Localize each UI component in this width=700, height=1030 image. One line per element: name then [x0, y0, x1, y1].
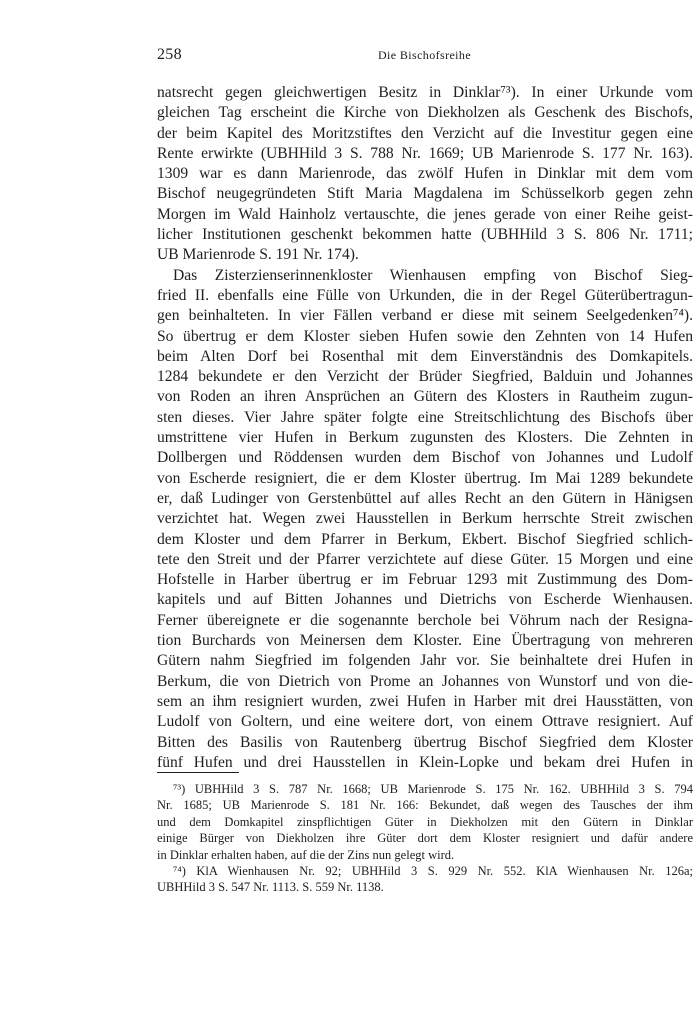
footnote-line: Nr. 1685; UB Marienrode S. 181 Nr. 166: Bekundet, daß wegen des Tausches der ihm [157, 798, 693, 813]
footnote-line: in Dinklar erhalten haben, auf die der Zins nun gelegt wird. [157, 847, 455, 862]
body-line: Das Zisterzienserinnenkloster Wienhausen empfing von Bischof Sieg- [173, 266, 693, 284]
body-line: Bischof neugegründeten Stift Maria Magdalena im Schüsselkorb gegen zehn [157, 185, 693, 203]
body-line: gleichen Tag erscheint die Kirche von Diekholzen als Geschenk des Bischofs, [157, 104, 693, 122]
body-line: von Roden an ihren Ansprüchen an Gütern des Klosters in Rautheim zugun- [157, 388, 693, 406]
body-text [157, 83, 693, 773]
body-line: er, daß Ludinger von Gerstenbüttel auf alles Recht an den Gütern in Hänigsen [157, 489, 693, 507]
body-line: dem Kloster und dem Pfarrer in Berkum, Ekbert. Bischof Siegfried schlich- [157, 530, 693, 548]
body-line: der beim Kapitel des Moritzstiftes den Verzicht auf die Investitur gegen eine [157, 124, 693, 142]
body-line: Rente erwirkte (UBHHild 3 S. 788 Nr. 1669; UB Marienrode S. 177 Nr. 163). [157, 144, 693, 162]
page-header [157, 46, 692, 68]
body-line: Ludolf von Goltern, und eine weitere dort, von einem Ottrave resigniert. Auf [157, 713, 693, 731]
body-line: fried II. ebenfalls eine Fülle von Urkunden, die in der Regel Güterübertragun- [157, 286, 693, 304]
body-line: tion Burchards von Meinersen dem Kloster. Eine Übertragung von mehreren [157, 632, 693, 650]
body-line: tete den Streit und der Pfarrer verzichtete auf diese Güter. 15 Morgen und eine [157, 550, 693, 568]
footnote-line: UBHHild 3 S. 547 Nr. 1113. S. 559 Nr. 1138. [157, 880, 384, 895]
footnote-separator [157, 772, 239, 773]
body-line: umstrittene vier Hufen in Berkum zugunsten des Klosters. Die Zehnten in [157, 429, 693, 447]
body-line: natsrecht gegen gleichwertigen Besitz in Dinklar⁷³). In einer Urkunde vom [157, 84, 693, 101]
body-line: Hofstelle in Harber übertrug er im Februar 1293 mit Zustimmung des Dom- [157, 571, 693, 589]
body-line: sten dieses. Vier Jahre später folgte eine Streitschlichtung des Bischofs über [157, 408, 693, 426]
body-line: von Escherde resigniert, die er dem Kloster übertrug. Im Mai 1289 bekundete [157, 469, 693, 487]
body-line: licher Institutionen geschenkt bekommen hatte (UBHHild 3 S. 806 Nr. 1711; [157, 226, 693, 244]
body-line: Gütern nahm Siegfried im folgenden Jahr vor. Sie beinhaltete drei Hufen in [157, 652, 693, 670]
body-line: 1309 war es dann Marienrode, das zwölf Hufen in Dinklar mit dem vom [157, 165, 693, 183]
running-head: Die Bischofsreihe [377, 48, 472, 62]
body-line: Berkum, die von Dietrich von Prome an Johannes von Wunstorf und von die- [157, 672, 693, 690]
footnote-line: ⁷³) UBHHild 3 S. 787 Nr. 1668; UB Marienrode S. 175 Nr. 162. UBHHild 3 S. 794 [173, 782, 693, 796]
footnote-line: einige Bürger von Diekholzen ihre Güter dort dem Kloster resigniert und dafür andere [157, 831, 693, 846]
body-line: fünf Hufen und drei Hausstellen in Klein-Lopke und bekam drei Hufen in [157, 753, 693, 771]
body-line: kapitels und auf Bitten Johannes und Dietrichs von Escherde Wienhausen. [157, 591, 693, 609]
footnote-line: ⁷⁴) KlA Wienhausen Nr. 92; UBHHild 3 S. 929 Nr. 552. KlA Wienhausen Nr. 126a; [173, 863, 693, 878]
body-line: Morgen im Wald Hainholz vertauschte, die jenes gerade von einer Reihe geist- [157, 205, 693, 223]
body-line: 1284 bekundete er den Verzicht der Brüder Siegfried, Balduin und Johannes [157, 368, 693, 386]
body-line: Bitten des Basilis von Rautenberg übertrug Bischof Siegfried dem Kloster [157, 733, 693, 751]
page-number: 258 [157, 46, 182, 63]
body-line: gen beinhalteten. In vier Fällen verband er diese mit seinem Seelgedenken⁷⁴). [157, 307, 693, 325]
body-line: sem an ihm resigniert wurden, zwei Hufen in Harber mit drei Hausstätten, von [157, 692, 693, 710]
footnote-line: und dem Domkapitel zinspflichtigen Güter in Diekholzen mit den Gütern in Dinklar [157, 814, 693, 829]
body-line: Ferner übereignete er die sogenannte berchole bei Vöhrum nach der Resigna- [157, 611, 693, 629]
body-line: verzichtet hat. Wegen zwei Hausstellen in Berkum herrschte Streit zwischen [157, 510, 693, 528]
body-line: UB Marienrode S. 191 Nr. 174). [157, 246, 359, 264]
body-line: So übertrug er dem Kloster sieben Hufen sowie den Zehnten von 14 Hufen [157, 327, 693, 345]
body-line: beim Alten Dorf bei Rosenthal mit dem Einverständnis des Domkapitels. [157, 347, 693, 365]
footnotes [157, 781, 693, 896]
body-line: Dollbergen und Röddensen wurden dem Bischof von Johannes und Ludolf [157, 449, 693, 467]
